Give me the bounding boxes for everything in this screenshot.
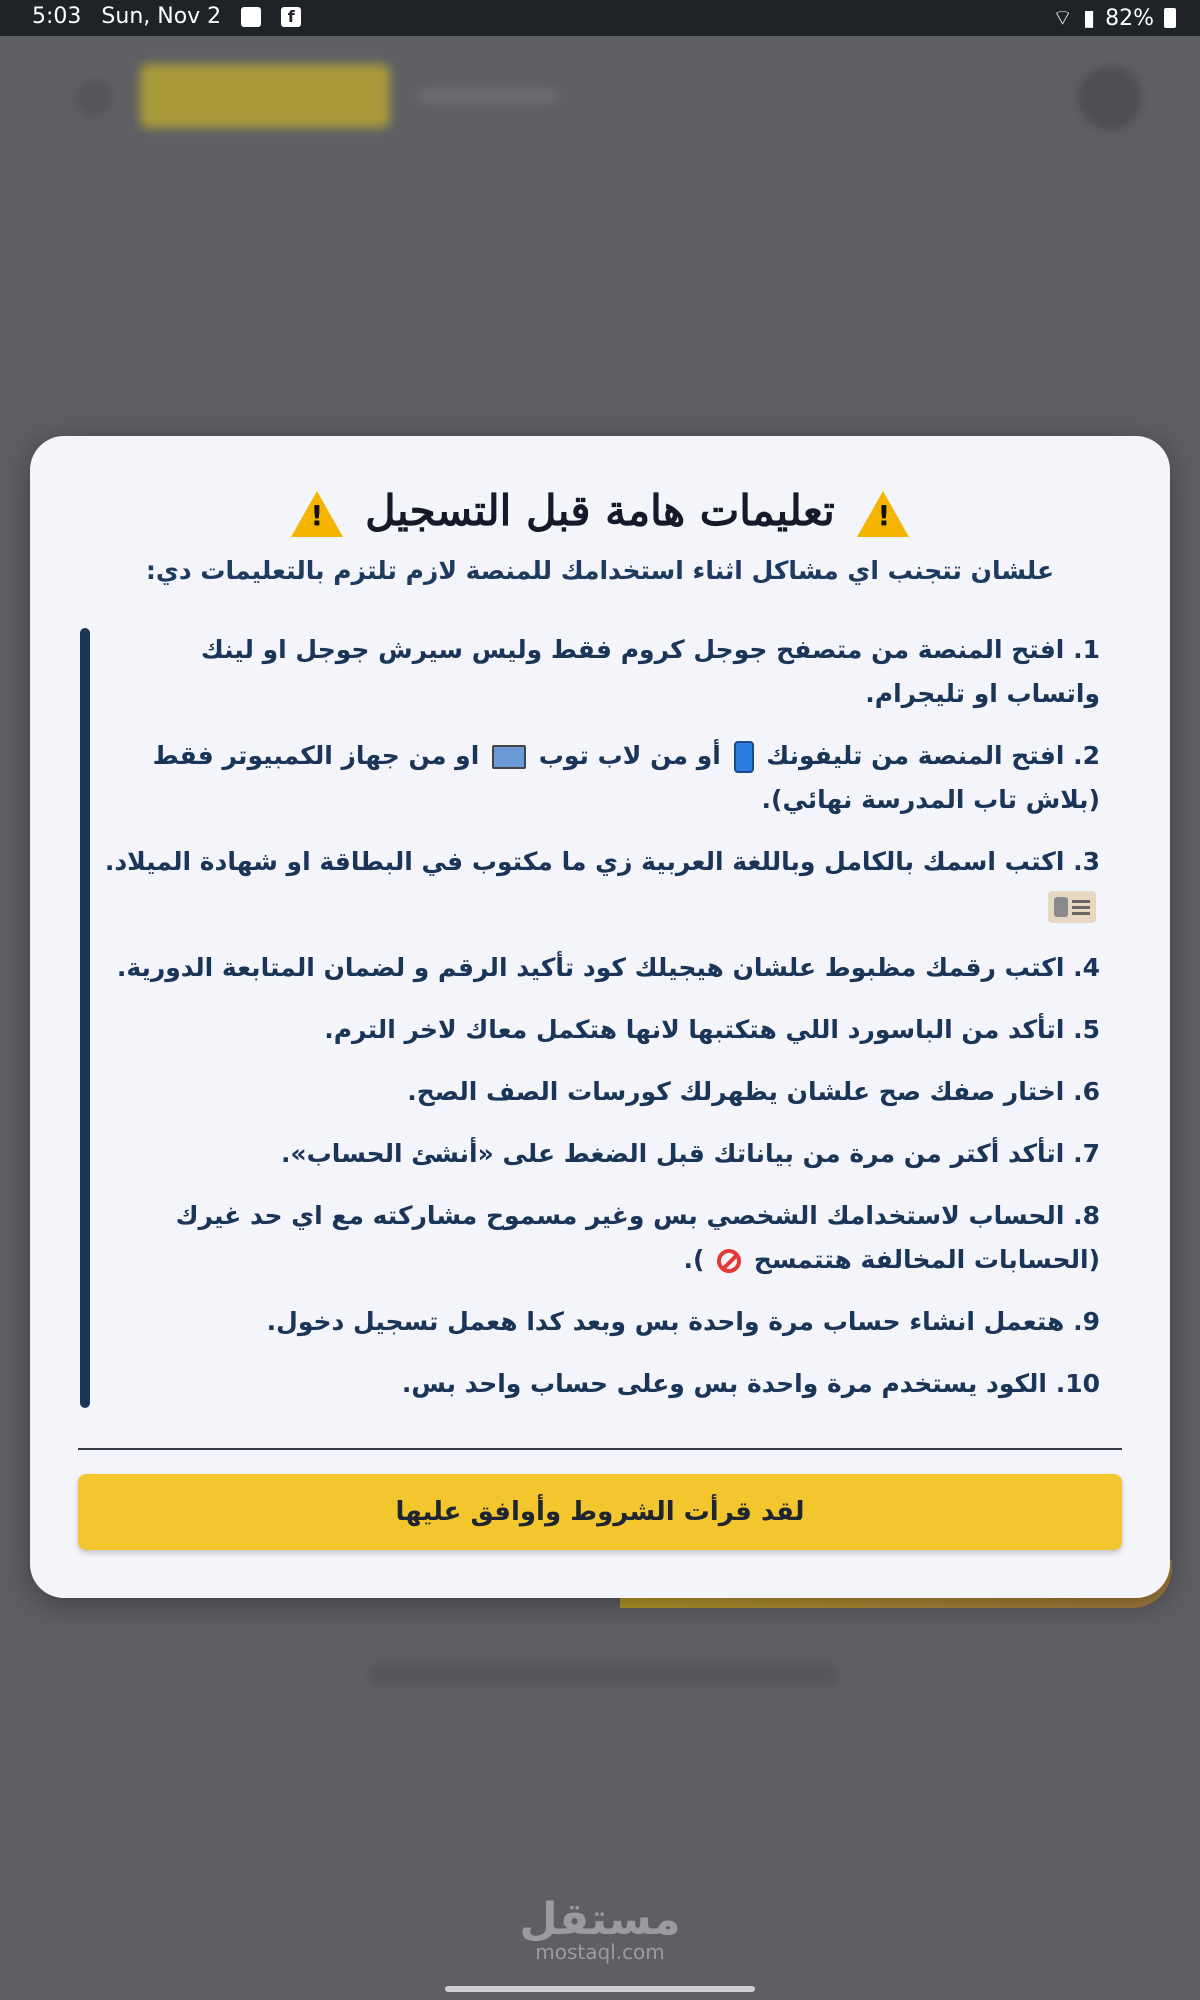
list-item: 10. الكود يستخدم مرة واحدة بس وعلى حساب واحد بس. [401,1369,1100,1398]
rules-list-container [30,628,1170,1408]
watermark-url: mostaql.com [535,1940,665,1964]
modal-title [30,486,1170,537]
signal-icon: ▮ [1082,5,1096,31]
gallery-notification-icon [241,7,261,27]
modal-title-text: تعليمات هامة قبل التسجيل [365,486,835,535]
modal-subtitle: علشان تتجنب اي مشاكل اثناء استخدامك للمنصة لازم تلتزم بالتعليمات دي: [145,556,1055,585]
battery-level: 82% [1105,5,1154,31]
status-time: 5:03 [32,4,82,29]
facebook-notification-icon: f [281,7,301,27]
list-item: 8. الحساب لاستخدامك الشخصي بس وغير مسموح مشاركته مع اي حد غيرك (الحسابات المخالفة هتتمسح ). [175,1201,1100,1274]
agree-button[interactable]: لقد قرأت الشروط وأوافق عليها [78,1474,1122,1550]
list-item: 1. افتح المنصة من متصفح جوجل كروم فقط وليس سيرش جوجل او لينك واتساب او تليجرام. [200,635,1100,708]
warning-icon [857,491,909,537]
phone-icon [734,741,754,773]
list-item: 9. هتعمل انشاء حساب مرة واحدة بس وبعد كدا هعمل تسجيل دخول. [266,1307,1100,1336]
avatar [1078,66,1142,130]
status-date: Sun, Nov 2 [101,4,222,29]
list-item: 2. افتح المنصة من تليفونك أو من لاب توب او من جهاز الكمبيوتر فقط (بلاش تاب المدرسة نهائي). [152,741,1100,814]
background-nav-link [418,88,558,104]
status-bar [0,0,1200,36]
id-card-icon [1048,891,1096,923]
wifi-icon: ⌔ [1052,6,1073,31]
list-item: 7. اتأكد أكتر من مرة من بياناتك قبل الضغط على «أنشئ الحساب». [281,1139,1100,1168]
divider [78,1448,1122,1450]
list-item: 6. اختار صفك صح علشان يظهرلك كورسات الصف الصح. [407,1077,1100,1106]
list-item: 5. اتأكد من الباسورد اللي هتكتبها لانها هتكمل معاك لاخر الترم. [324,1015,1100,1044]
warning-icon [291,491,343,537]
list-item: 3. اكتب اسمك بالكامل وباللغة العربية زي ما مكتوب في البطاقة او شهادة الميلاد. [100,840,1100,928]
search-icon [76,80,112,116]
background-cta-button [140,64,390,128]
watermark-logo: مستقل [519,1894,681,1945]
forbidden-icon [717,1249,741,1273]
laptop-icon [492,745,526,769]
instructions-modal [30,436,1170,1598]
background-login-link [368,1664,838,1686]
list-item: 4. اكتب رقمك مظبوط علشان هيجيلك كود تأكيد الرقم و لضمان المتابعة الدورية. [116,953,1100,982]
rules-list [100,628,1100,1424]
battery-icon [1164,8,1176,28]
home-indicator[interactable] [445,1986,755,1992]
